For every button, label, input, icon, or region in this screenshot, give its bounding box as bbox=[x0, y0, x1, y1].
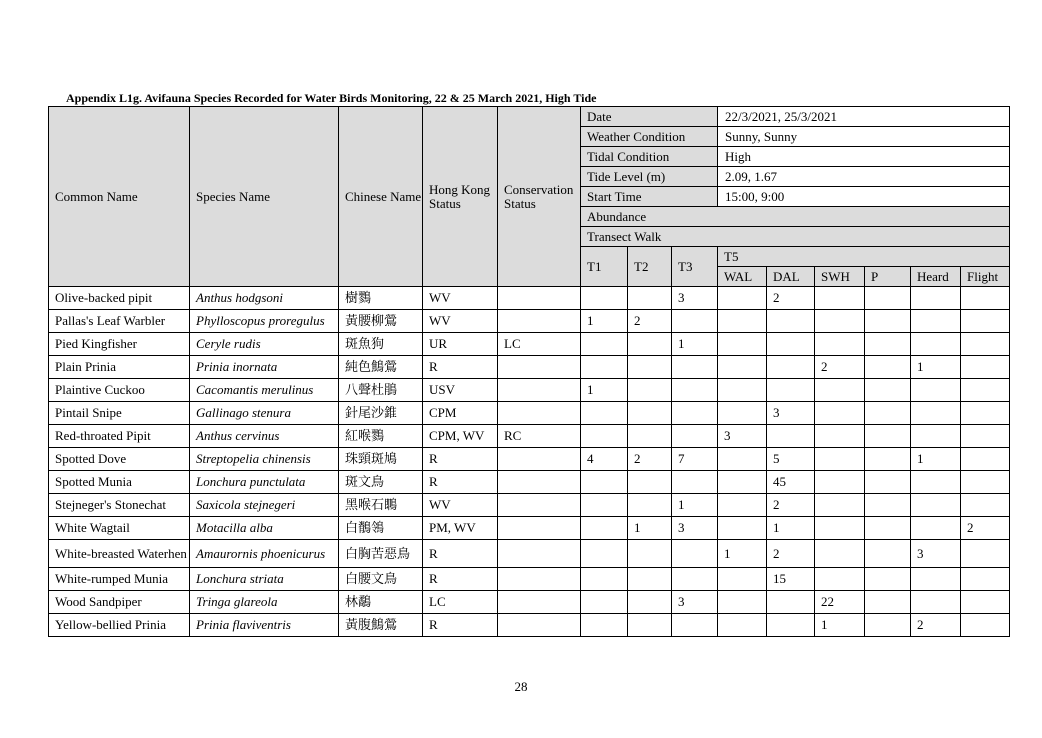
survey-value-start-time: 15:00, 9:00 bbox=[718, 187, 1010, 207]
chinese-name-cell: 林鷸 bbox=[339, 591, 423, 614]
count-cell-t2 bbox=[628, 568, 672, 591]
table-row bbox=[49, 333, 1010, 356]
count-cell-p bbox=[865, 356, 911, 379]
count-cell-heard bbox=[911, 591, 961, 614]
count-cell-dal: 45 bbox=[767, 471, 815, 494]
table-row bbox=[49, 517, 1010, 540]
abundance-label: Abundance bbox=[581, 207, 1010, 227]
count-cell-heard bbox=[911, 517, 961, 540]
count-cell-p bbox=[865, 379, 911, 402]
count-cell-t3: 7 bbox=[672, 448, 718, 471]
species-name-cell: Motacilla alba bbox=[190, 517, 339, 540]
count-cell-p bbox=[865, 591, 911, 614]
count-cell-t1 bbox=[581, 591, 628, 614]
count-cell-flight bbox=[961, 402, 1010, 425]
count-cell-swh bbox=[815, 568, 865, 591]
common-name-cell: Stejneger's Stonechat bbox=[49, 494, 190, 517]
species-name-cell: Lonchura punctulata bbox=[190, 471, 339, 494]
col-t3: T3 bbox=[672, 247, 718, 287]
count-cell-p bbox=[865, 448, 911, 471]
hk-status-cell: R bbox=[423, 448, 498, 471]
appendix-title: Appendix L1g. Avifauna Species Recorded for Water Birds Monitoring, 22 & 25 March 2021, High Tide bbox=[66, 91, 597, 105]
count-cell-flight bbox=[961, 287, 1010, 310]
count-cell-t3 bbox=[672, 614, 718, 637]
count-cell-swh bbox=[815, 333, 865, 356]
species-name-cell: Gallinago stenura bbox=[190, 402, 339, 425]
chinese-name-cell: 白腰文鳥 bbox=[339, 568, 423, 591]
table-row bbox=[49, 614, 1010, 637]
chinese-name-cell: 樹鷚 bbox=[339, 287, 423, 310]
hk-status-cell: R bbox=[423, 540, 498, 568]
count-cell-flight bbox=[961, 471, 1010, 494]
count-cell-flight bbox=[961, 591, 1010, 614]
hk-status-cell: R bbox=[423, 568, 498, 591]
count-cell-flight bbox=[961, 568, 1010, 591]
table-row bbox=[49, 591, 1010, 614]
table-row bbox=[49, 425, 1010, 448]
chinese-name-cell: 珠頸斑鳩 bbox=[339, 448, 423, 471]
count-cell-p bbox=[865, 333, 911, 356]
hk-status-cell: USV bbox=[423, 379, 498, 402]
count-cell-t1: 1 bbox=[581, 310, 628, 333]
count-cell-t3 bbox=[672, 540, 718, 568]
survey-value-tide-level: 2.09, 1.67 bbox=[718, 167, 1010, 187]
count-cell-wal bbox=[718, 494, 767, 517]
count-cell-flight bbox=[961, 448, 1010, 471]
conservation-status-cell bbox=[498, 402, 581, 425]
count-cell-t1 bbox=[581, 425, 628, 448]
count-cell-heard: 3 bbox=[911, 540, 961, 568]
count-cell-wal bbox=[718, 379, 767, 402]
count-cell-p bbox=[865, 568, 911, 591]
count-cell-t1 bbox=[581, 356, 628, 379]
header-conservation-status: Conservation Status bbox=[498, 107, 581, 287]
count-cell-t2 bbox=[628, 425, 672, 448]
conservation-status-cell: RC bbox=[498, 425, 581, 448]
count-cell-p bbox=[865, 517, 911, 540]
count-cell-p bbox=[865, 471, 911, 494]
count-cell-swh bbox=[815, 448, 865, 471]
count-cell-p bbox=[865, 402, 911, 425]
col-t1: T1 bbox=[581, 247, 628, 287]
count-cell-dal: 2 bbox=[767, 287, 815, 310]
count-cell-t3: 1 bbox=[672, 333, 718, 356]
count-cell-t2 bbox=[628, 333, 672, 356]
count-cell-t2 bbox=[628, 379, 672, 402]
common-name-cell: Wood Sandpiper bbox=[49, 591, 190, 614]
count-cell-swh bbox=[815, 425, 865, 448]
common-name-cell: Yellow-bellied Prinia bbox=[49, 614, 190, 637]
chinese-name-cell: 白胸苦惡鳥 bbox=[339, 540, 423, 568]
count-cell-flight bbox=[961, 356, 1010, 379]
count-cell-t2 bbox=[628, 540, 672, 568]
table-row bbox=[49, 310, 1010, 333]
count-cell-t2: 1 bbox=[628, 517, 672, 540]
count-cell-t1 bbox=[581, 568, 628, 591]
common-name-cell: White Wagtail bbox=[49, 517, 190, 540]
species-name-cell: Anthus cervinus bbox=[190, 425, 339, 448]
chinese-name-cell: 純色鷦鶯 bbox=[339, 356, 423, 379]
survey-value-tidal: High bbox=[718, 147, 1010, 167]
table-row bbox=[49, 448, 1010, 471]
conservation-status-cell bbox=[498, 356, 581, 379]
count-cell-heard bbox=[911, 379, 961, 402]
count-cell-heard bbox=[911, 287, 961, 310]
count-cell-t3: 3 bbox=[672, 591, 718, 614]
header-hk-status: Hong Kong Status bbox=[423, 107, 498, 287]
count-cell-flight bbox=[961, 310, 1010, 333]
count-cell-p bbox=[865, 287, 911, 310]
count-cell-t1 bbox=[581, 494, 628, 517]
count-cell-p bbox=[865, 540, 911, 568]
count-cell-dal: 2 bbox=[767, 494, 815, 517]
count-cell-swh bbox=[815, 471, 865, 494]
col-t2: T2 bbox=[628, 247, 672, 287]
count-cell-wal bbox=[718, 568, 767, 591]
count-cell-wal bbox=[718, 356, 767, 379]
count-cell-heard bbox=[911, 471, 961, 494]
chinese-name-cell: 斑魚狗 bbox=[339, 333, 423, 356]
common-name-cell: Spotted Dove bbox=[49, 448, 190, 471]
col-swh: SWH bbox=[815, 267, 865, 287]
count-cell-wal bbox=[718, 517, 767, 540]
count-cell-t1 bbox=[581, 540, 628, 568]
count-cell-t1 bbox=[581, 333, 628, 356]
species-name-cell: Streptopelia chinensis bbox=[190, 448, 339, 471]
header-species-name: Species Name bbox=[190, 107, 339, 287]
count-cell-flight bbox=[961, 614, 1010, 637]
count-cell-t1 bbox=[581, 614, 628, 637]
count-cell-p bbox=[865, 425, 911, 448]
count-cell-t2: 2 bbox=[628, 448, 672, 471]
conservation-status-cell: LC bbox=[498, 333, 581, 356]
count-cell-dal: 2 bbox=[767, 540, 815, 568]
count-cell-swh bbox=[815, 310, 865, 333]
count-cell-dal: 15 bbox=[767, 568, 815, 591]
count-cell-heard bbox=[911, 568, 961, 591]
conservation-status-cell bbox=[498, 448, 581, 471]
conservation-status-cell bbox=[498, 568, 581, 591]
count-cell-heard bbox=[911, 310, 961, 333]
chinese-name-cell: 八聲杜鵑 bbox=[339, 379, 423, 402]
table-row bbox=[49, 568, 1010, 591]
count-cell-heard: 1 bbox=[911, 448, 961, 471]
conservation-status-cell bbox=[498, 591, 581, 614]
species-name-cell: Phylloscopus proregulus bbox=[190, 310, 339, 333]
count-cell-wal bbox=[718, 614, 767, 637]
count-cell-t3 bbox=[672, 379, 718, 402]
survey-label-date: Date bbox=[581, 107, 718, 127]
conservation-status-cell bbox=[498, 471, 581, 494]
count-cell-t2 bbox=[628, 471, 672, 494]
count-cell-swh bbox=[815, 402, 865, 425]
count-cell-swh: 22 bbox=[815, 591, 865, 614]
count-cell-wal: 1 bbox=[718, 540, 767, 568]
col-p: P bbox=[865, 267, 911, 287]
count-cell-dal bbox=[767, 310, 815, 333]
count-cell-t2 bbox=[628, 494, 672, 517]
species-name-cell: Amaurornis phoenicurus bbox=[190, 540, 339, 568]
species-name-cell: Saxicola stejnegeri bbox=[190, 494, 339, 517]
count-cell-t2 bbox=[628, 402, 672, 425]
common-name-cell: Pallas's Leaf Warbler bbox=[49, 310, 190, 333]
species-table-wrapper bbox=[48, 106, 1010, 637]
table-row bbox=[49, 402, 1010, 425]
table-row bbox=[49, 494, 1010, 517]
species-name-cell: Prinia flaviventris bbox=[190, 614, 339, 637]
count-cell-swh bbox=[815, 287, 865, 310]
chinese-name-cell: 黃腹鷦鶯 bbox=[339, 614, 423, 637]
count-cell-wal bbox=[718, 287, 767, 310]
common-name-cell: Plain Prinia bbox=[49, 356, 190, 379]
survey-value-date: 22/3/2021, 25/3/2021 bbox=[718, 107, 1010, 127]
survey-label-weather: Weather Condition bbox=[581, 127, 718, 147]
survey-label-tide-level: Tide Level (m) bbox=[581, 167, 718, 187]
count-cell-t3: 3 bbox=[672, 517, 718, 540]
count-cell-t1 bbox=[581, 287, 628, 310]
species-name-cell: Lonchura striata bbox=[190, 568, 339, 591]
count-cell-heard: 2 bbox=[911, 614, 961, 637]
chinese-name-cell: 針尾沙錐 bbox=[339, 402, 423, 425]
col-flight: Flight bbox=[961, 267, 1010, 287]
chinese-name-cell: 黑喉石䳭 bbox=[339, 494, 423, 517]
species-name-cell: Anthus hodgsoni bbox=[190, 287, 339, 310]
count-cell-flight bbox=[961, 425, 1010, 448]
count-cell-swh bbox=[815, 379, 865, 402]
hk-status-cell: WV bbox=[423, 494, 498, 517]
count-cell-t3 bbox=[672, 356, 718, 379]
count-cell-t3 bbox=[672, 425, 718, 448]
count-cell-t3 bbox=[672, 310, 718, 333]
chinese-name-cell: 黃腰柳鶯 bbox=[339, 310, 423, 333]
count-cell-wal bbox=[718, 333, 767, 356]
header-chinese-name: Chinese Name bbox=[339, 107, 423, 287]
survey-label-tidal: Tidal Condition bbox=[581, 147, 718, 167]
col-heard: Heard bbox=[911, 267, 961, 287]
table-row bbox=[49, 471, 1010, 494]
count-cell-t3: 1 bbox=[672, 494, 718, 517]
conservation-status-cell bbox=[498, 614, 581, 637]
hk-status-cell: R bbox=[423, 471, 498, 494]
count-cell-swh bbox=[815, 540, 865, 568]
common-name-cell: Pied Kingfisher bbox=[49, 333, 190, 356]
count-cell-t3 bbox=[672, 402, 718, 425]
common-name-cell: White-rumped Munia bbox=[49, 568, 190, 591]
common-name-cell: Plaintive Cuckoo bbox=[49, 379, 190, 402]
count-cell-t3 bbox=[672, 568, 718, 591]
common-name-cell: Spotted Munia bbox=[49, 471, 190, 494]
table-row bbox=[49, 379, 1010, 402]
hk-status-cell: R bbox=[423, 614, 498, 637]
count-cell-flight bbox=[961, 540, 1010, 568]
col-wal: WAL bbox=[718, 267, 767, 287]
common-name-cell: Red-throated Pipit bbox=[49, 425, 190, 448]
conservation-status-cell bbox=[498, 379, 581, 402]
count-cell-dal bbox=[767, 379, 815, 402]
count-cell-t3: 3 bbox=[672, 287, 718, 310]
count-cell-swh bbox=[815, 494, 865, 517]
header-common-name: Common Name bbox=[49, 107, 190, 287]
conservation-status-cell bbox=[498, 310, 581, 333]
count-cell-dal bbox=[767, 425, 815, 448]
col-t5: T5 bbox=[718, 247, 1010, 267]
species-name-cell: Tringa glareola bbox=[190, 591, 339, 614]
conservation-status-cell bbox=[498, 517, 581, 540]
chinese-name-cell: 斑文鳥 bbox=[339, 471, 423, 494]
count-cell-dal bbox=[767, 333, 815, 356]
table-row bbox=[49, 540, 1010, 568]
count-cell-t2 bbox=[628, 287, 672, 310]
hk-status-cell: CPM, WV bbox=[423, 425, 498, 448]
count-cell-dal bbox=[767, 591, 815, 614]
common-name-cell: Pintail Snipe bbox=[49, 402, 190, 425]
transect-walk-label: Transect Walk bbox=[581, 227, 1010, 247]
count-cell-flight bbox=[961, 379, 1010, 402]
hk-status-cell: UR bbox=[423, 333, 498, 356]
header-row-date bbox=[49, 107, 1010, 127]
count-cell-t2 bbox=[628, 591, 672, 614]
hk-status-cell: PM, WV bbox=[423, 517, 498, 540]
count-cell-t1: 4 bbox=[581, 448, 628, 471]
count-cell-dal: 1 bbox=[767, 517, 815, 540]
count-cell-swh: 1 bbox=[815, 614, 865, 637]
common-name-cell: Olive-backed pipit bbox=[49, 287, 190, 310]
chinese-name-cell: 白鶺鴒 bbox=[339, 517, 423, 540]
species-table bbox=[48, 106, 1010, 637]
conservation-status-cell bbox=[498, 287, 581, 310]
count-cell-t1 bbox=[581, 517, 628, 540]
hk-status-cell: R bbox=[423, 356, 498, 379]
count-cell-t2 bbox=[628, 356, 672, 379]
count-cell-heard: 1 bbox=[911, 356, 961, 379]
count-cell-dal bbox=[767, 356, 815, 379]
species-name-cell: Prinia inornata bbox=[190, 356, 339, 379]
count-cell-wal bbox=[718, 402, 767, 425]
count-cell-heard bbox=[911, 402, 961, 425]
count-cell-swh: 2 bbox=[815, 356, 865, 379]
count-cell-t1 bbox=[581, 402, 628, 425]
hk-status-cell: CPM bbox=[423, 402, 498, 425]
species-name-cell: Cacomantis merulinus bbox=[190, 379, 339, 402]
table-row bbox=[49, 356, 1010, 379]
count-cell-wal bbox=[718, 448, 767, 471]
count-cell-t2: 2 bbox=[628, 310, 672, 333]
count-cell-wal: 3 bbox=[718, 425, 767, 448]
count-cell-dal bbox=[767, 614, 815, 637]
count-cell-dal: 3 bbox=[767, 402, 815, 425]
count-cell-heard bbox=[911, 494, 961, 517]
common-name-cell: White-breasted Waterhen bbox=[49, 540, 190, 568]
col-dal: DAL bbox=[767, 267, 815, 287]
count-cell-p bbox=[865, 494, 911, 517]
count-cell-t1: 1 bbox=[581, 379, 628, 402]
count-cell-heard bbox=[911, 425, 961, 448]
page-number: 28 bbox=[514, 679, 528, 694]
count-cell-p bbox=[865, 310, 911, 333]
count-cell-t2 bbox=[628, 614, 672, 637]
count-cell-heard bbox=[911, 333, 961, 356]
count-cell-flight bbox=[961, 494, 1010, 517]
hk-status-cell: LC bbox=[423, 591, 498, 614]
count-cell-t1 bbox=[581, 471, 628, 494]
hk-status-cell: WV bbox=[423, 287, 498, 310]
count-cell-p bbox=[865, 614, 911, 637]
count-cell-flight: 2 bbox=[961, 517, 1010, 540]
conservation-status-cell bbox=[498, 494, 581, 517]
survey-label-start-time: Start Time bbox=[581, 187, 718, 207]
conservation-status-cell bbox=[498, 540, 581, 568]
chinese-name-cell: 紅喉鷚 bbox=[339, 425, 423, 448]
table-row bbox=[49, 287, 1010, 310]
count-cell-t3 bbox=[672, 471, 718, 494]
hk-status-cell: WV bbox=[423, 310, 498, 333]
count-cell-wal bbox=[718, 310, 767, 333]
count-cell-dal: 5 bbox=[767, 448, 815, 471]
count-cell-wal bbox=[718, 591, 767, 614]
count-cell-swh bbox=[815, 517, 865, 540]
species-name-cell: Ceryle rudis bbox=[190, 333, 339, 356]
count-cell-wal bbox=[718, 471, 767, 494]
survey-value-weather: Sunny, Sunny bbox=[718, 127, 1010, 147]
count-cell-flight bbox=[961, 333, 1010, 356]
